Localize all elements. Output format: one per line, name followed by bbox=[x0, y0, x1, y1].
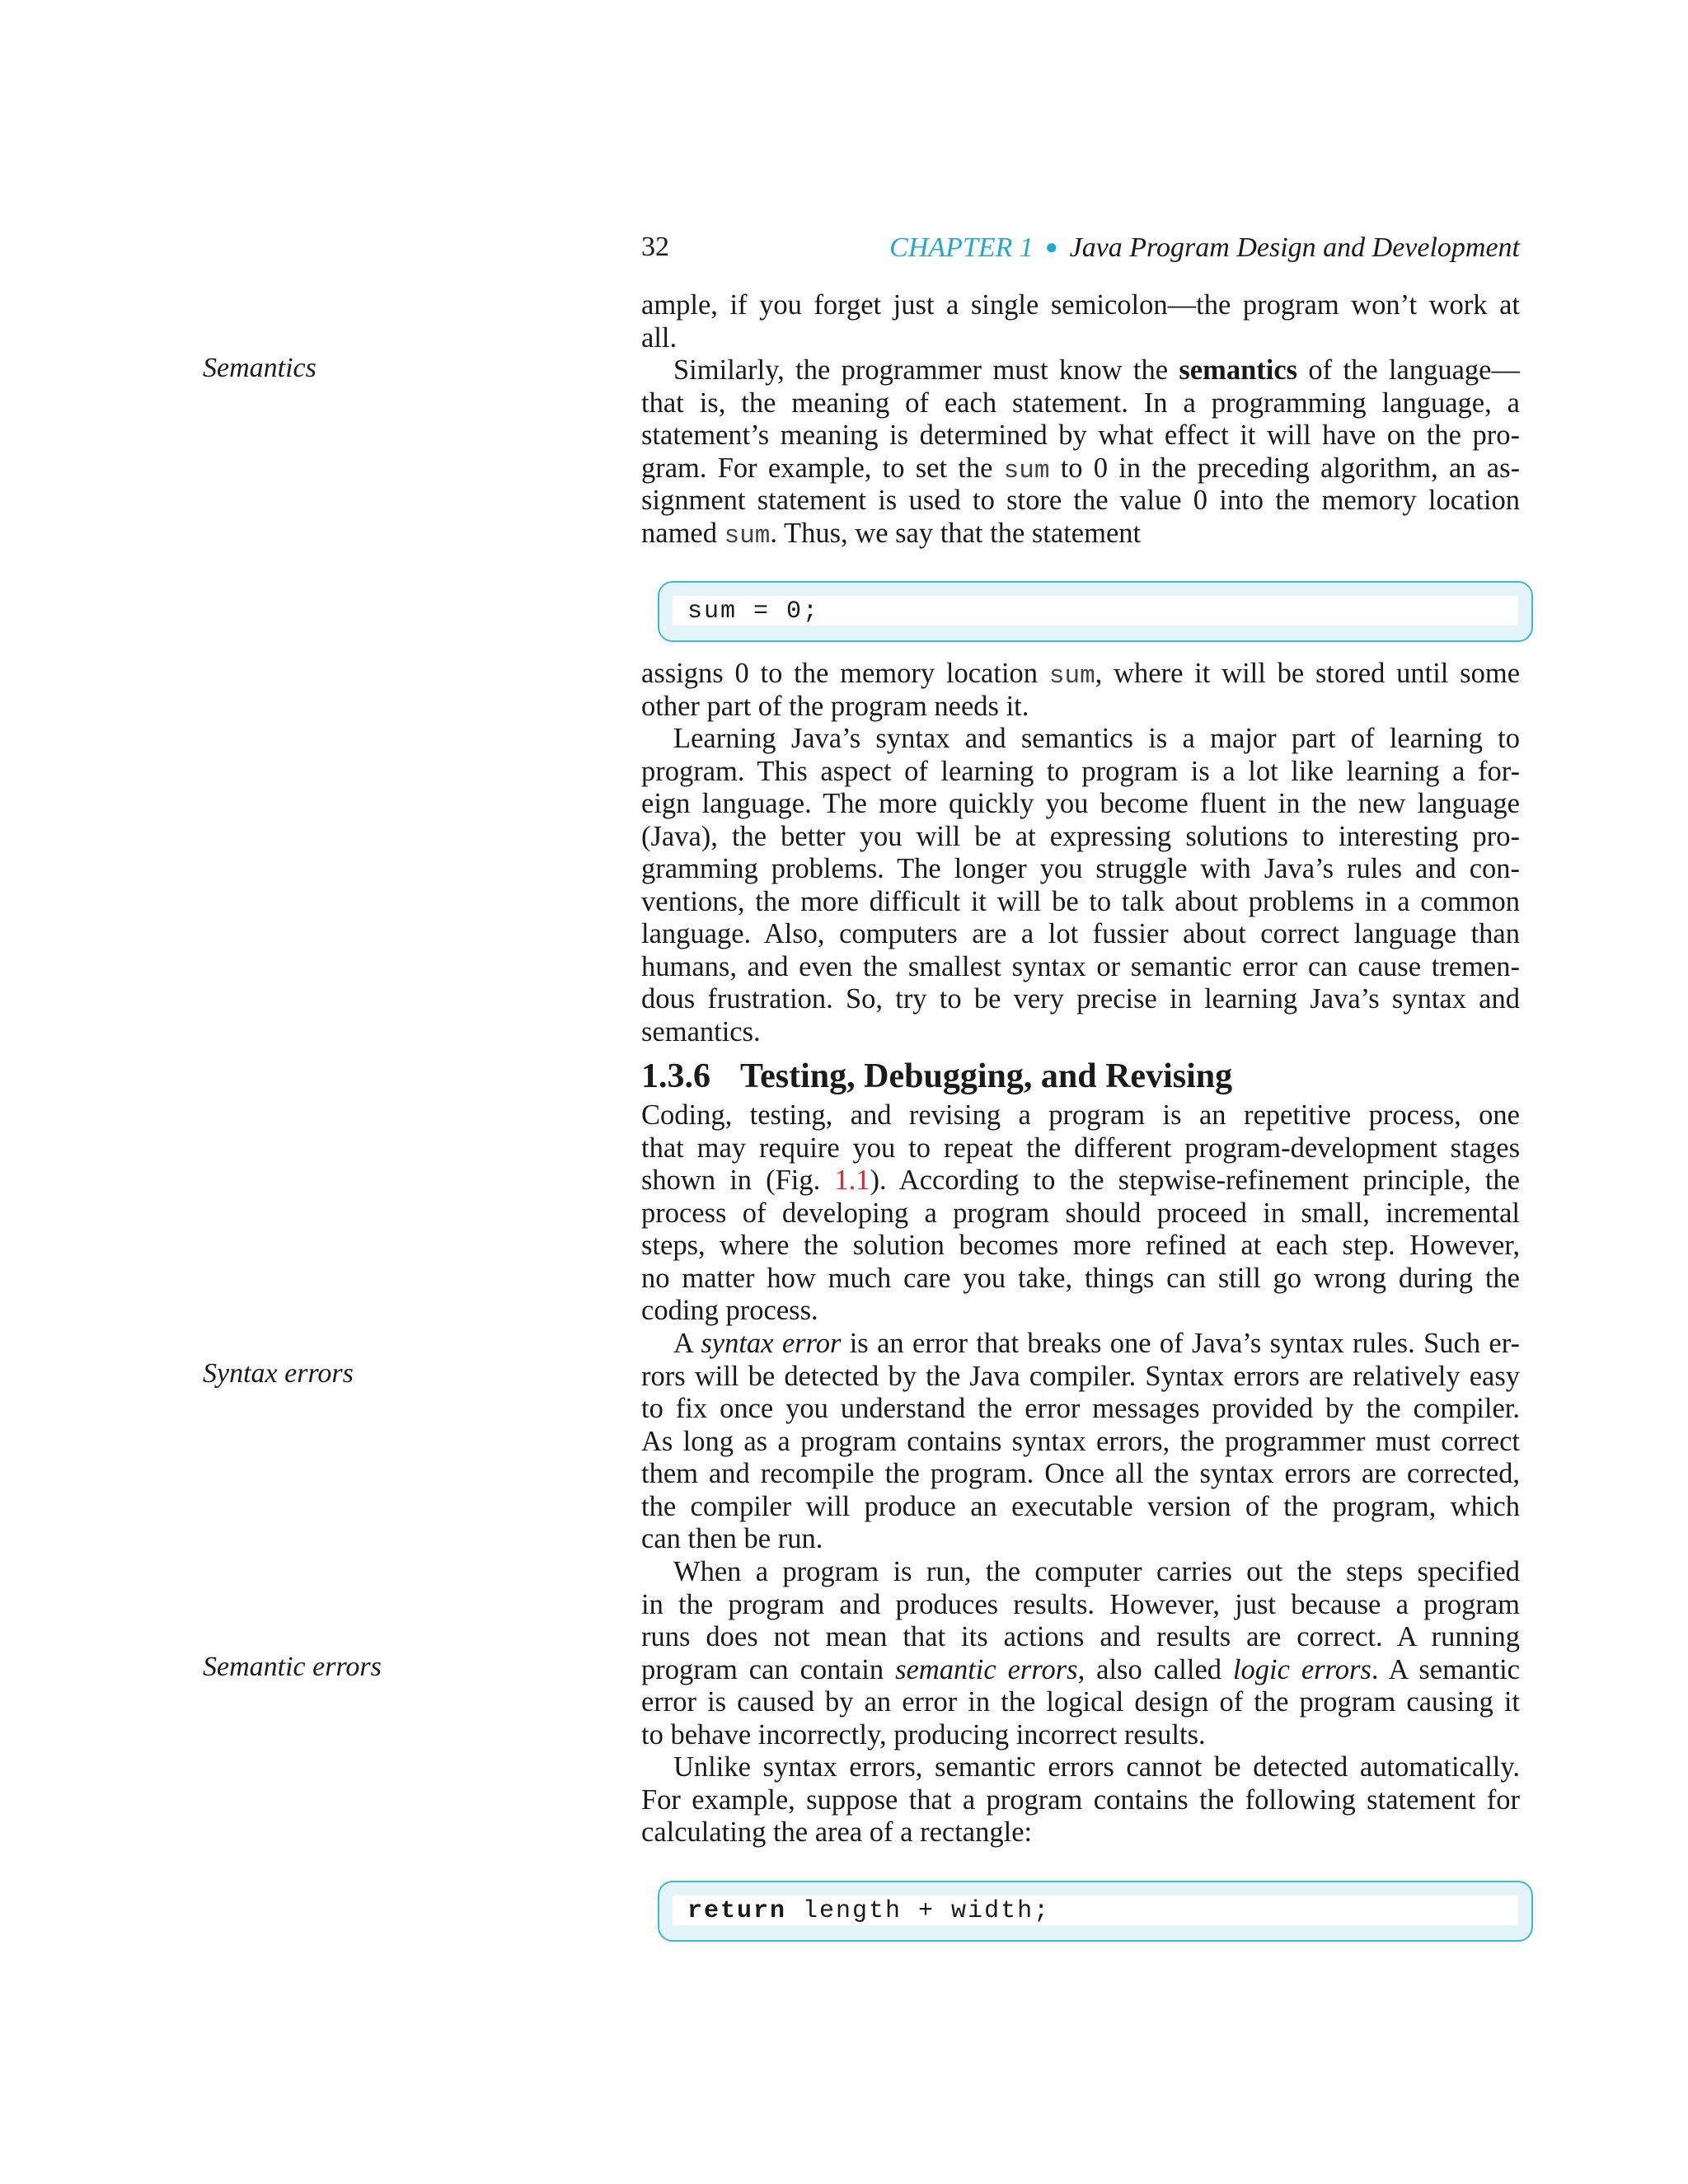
text-line: humans, and even the smallest syntax or semantic error can cause tremen- bbox=[641, 950, 1520, 982]
text-line: in the program and produces results. However, just because a program bbox=[641, 1588, 1520, 1620]
text-line: When a program is run, the computer carries out the steps specified bbox=[673, 1556, 1520, 1587]
paragraph-7 bbox=[641, 1556, 1520, 1751]
text-line: calculating the area of a rectangle: bbox=[641, 1816, 1033, 1848]
text-line: shown in (Fig. 1.1). According to the stepwise-refinement principle, the bbox=[641, 1165, 1520, 1196]
margin-note-semantics: Semantics bbox=[203, 353, 316, 383]
text-line: dous frustration. So, try to be very precise in learning Java’s syntax and bbox=[641, 983, 1520, 1015]
inline-code: sum bbox=[1048, 662, 1095, 691]
term-syntax-error: syntax error bbox=[701, 1328, 842, 1359]
code-keyword: return bbox=[687, 1897, 787, 1925]
running-head bbox=[889, 227, 1520, 268]
inline-code: sum bbox=[1003, 456, 1050, 485]
text-line: to behave incorrectly, producing incorrect results. bbox=[641, 1718, 1206, 1750]
text-line: A syntax error is an error that breaks one of Java’s syntax rules. Such er- bbox=[673, 1328, 1520, 1359]
text-line: (Java), the better you will be at expressing solutions to interesting pro- bbox=[641, 820, 1520, 852]
text-line: Learning Java’s syntax and semantics is a major part of learning to bbox=[673, 723, 1520, 754]
text-line: that is, the meaning of each statement. In a programming language, a bbox=[641, 387, 1520, 419]
page-number: 32 bbox=[641, 232, 669, 262]
text-line: gram. For example, to set the sum to 0 in the preceding algorithm, an as- bbox=[641, 452, 1520, 485]
margin-note-semantic-errors: Semantic errors bbox=[203, 1652, 382, 1682]
text-line: gramming problems. The longer you struggle with Java’s rules and con- bbox=[641, 853, 1520, 884]
text-line: process of developing a program should proceed in small, incremental bbox=[641, 1197, 1520, 1229]
term-semantic-errors: semantic errors bbox=[895, 1653, 1078, 1685]
inline-code: sum bbox=[724, 521, 771, 551]
text-line: to fix once you understand the error messages provided by the compiler. bbox=[641, 1393, 1520, 1424]
text-line: program can contain semantic errors, also called logic errors. A semantic bbox=[641, 1653, 1520, 1685]
paragraph-3 bbox=[641, 658, 1520, 723]
code-listing-2 bbox=[658, 1881, 1533, 1942]
margin-note-syntax-errors: Syntax errors bbox=[203, 1358, 354, 1389]
text-line: assigns 0 to the memory location sum, where it will be stored until some bbox=[641, 658, 1521, 691]
text-line: steps, where the solution becomes more refined at each step. However, bbox=[641, 1230, 1520, 1261]
text-line: them and recompile the program. Once all the syntax errors are corrected, bbox=[641, 1458, 1520, 1489]
paragraph-4 bbox=[641, 723, 1520, 1048]
paragraph-2 bbox=[641, 354, 1520, 550]
text-line: no matter how much care you take, things can still go wrong during the bbox=[641, 1262, 1520, 1294]
text-line: all. bbox=[641, 321, 678, 354]
code-listing-1 bbox=[658, 581, 1533, 642]
text-line: ample, if you forget just a single semicolon—the program won’t work at bbox=[641, 289, 1520, 321]
text-line: eign language. The more quickly you become fluent in the new language bbox=[641, 788, 1520, 819]
text-line: Similarly, the programmer must know the semantics of the language— bbox=[673, 354, 1520, 386]
text-line: can then be run. bbox=[641, 1523, 823, 1554]
text-line: For example, suppose that a program contains the following statement for bbox=[641, 1783, 1520, 1816]
section-title: Testing, Debugging, and Revising bbox=[740, 1057, 1233, 1095]
code-text: sum = 0; bbox=[687, 598, 820, 626]
text-line: signment statement is used to store the value 0 into the memory location bbox=[641, 485, 1520, 516]
figure-reference-link[interactable]: 1.1 bbox=[834, 1165, 870, 1196]
text-line: semantics. bbox=[641, 1015, 761, 1047]
chapter-label: CHAPTER 1 bbox=[889, 232, 1034, 263]
text-line: As long as a program contains syntax errors, the programmer must correct bbox=[641, 1425, 1520, 1457]
running-header bbox=[641, 227, 1520, 267]
text-line: Unlike syntax errors, semantic errors cannot be detected automatically. bbox=[673, 1751, 1520, 1783]
text-line: program. This aspect of learning to program is a lot like learning a for- bbox=[641, 755, 1520, 787]
text-line: other part of the program needs it. bbox=[641, 690, 1029, 722]
code-text: return length + width; bbox=[687, 1897, 1051, 1925]
section-heading bbox=[641, 1055, 1520, 1098]
text-line: coding process. bbox=[641, 1295, 818, 1326]
paragraph-6 bbox=[641, 1328, 1520, 1556]
text-line: Coding, testing, and revising a program is an repetitive process, one bbox=[641, 1099, 1520, 1131]
paragraph-5 bbox=[641, 1099, 1520, 1328]
bullet-icon: ● bbox=[1044, 235, 1058, 259]
text-line: error is caused by an error in the logical design of the program causing it bbox=[641, 1686, 1520, 1718]
text-line: the compiler will produce an executable version of the program, which bbox=[641, 1490, 1520, 1522]
section-number: 1.3.6 bbox=[641, 1057, 710, 1095]
text-line: named sum. Thus, we say that the statement bbox=[641, 517, 1142, 551]
text-line: rors will be detected by the Java compiler. Syntax errors are relatively easy bbox=[641, 1360, 1520, 1392]
text-line: that may require you to repeat the different program-development stages bbox=[641, 1132, 1520, 1164]
paragraph-8 bbox=[641, 1751, 1520, 1849]
text-line: language. Also, computers are a lot fussier about correct language than bbox=[641, 918, 1520, 949]
text-line: runs does not mean that its actions and results are correct. A running bbox=[641, 1621, 1520, 1652]
text-line: ventions, the more difficult it will be to talk about problems in a common bbox=[641, 885, 1520, 917]
text-line: statement’s meaning is determined by what effect it will have on the pro- bbox=[641, 419, 1520, 451]
paragraph-1 bbox=[641, 289, 1520, 354]
term-semantics: semantics bbox=[1179, 354, 1298, 386]
chapter-title: Java Program Design and Development bbox=[1069, 232, 1520, 263]
term-logic-errors: logic errors bbox=[1232, 1653, 1372, 1685]
